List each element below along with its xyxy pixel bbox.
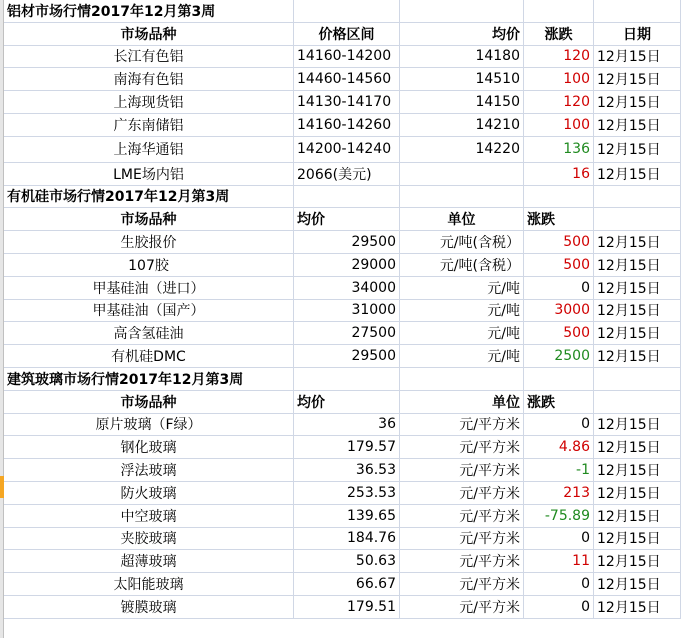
date[interactable]: 12月15日: [594, 300, 681, 323]
product-name[interactable]: 生胶报价: [4, 231, 294, 254]
table-row: [0, 528, 681, 551]
date[interactable]: 12月15日: [594, 277, 681, 300]
unit[interactable]: 元/平方米: [400, 482, 524, 505]
unit[interactable]: 元/平方米: [400, 528, 524, 551]
cell[interactable]: [400, 368, 524, 391]
change-value[interactable]: 11: [524, 550, 594, 573]
unit[interactable]: 元/平方米: [400, 550, 524, 573]
product-name[interactable]: 甲基硅油（进口）: [4, 277, 294, 300]
product-name[interactable]: 中空玻璃: [4, 505, 294, 528]
aluminum-title-row: [0, 0, 681, 23]
avg-price[interactable]: 34000: [294, 277, 400, 300]
date[interactable]: 12月15日: [594, 254, 681, 277]
unit[interactable]: 元/平方米: [400, 459, 524, 482]
table-row: [0, 596, 681, 619]
avg-price[interactable]: 36.53: [294, 459, 400, 482]
avg-price[interactable]: 14210: [400, 114, 524, 137]
cell[interactable]: [524, 368, 594, 391]
change-value[interactable]: 0: [524, 414, 594, 437]
unit[interactable]: 元/平方米: [400, 573, 524, 596]
product-name[interactable]: 长江有色铝: [4, 46, 294, 69]
product-name[interactable]: 广东南储铝: [4, 114, 294, 137]
date[interactable]: 12月15日: [594, 46, 681, 69]
unit[interactable]: 元/平方米: [400, 596, 524, 619]
unit[interactable]: 元/吨: [400, 277, 524, 300]
change-value[interactable]: 0: [524, 573, 594, 596]
avg-price[interactable]: 179.51: [294, 596, 400, 619]
date[interactable]: 12月15日: [594, 231, 681, 254]
product-name[interactable]: 太阳能玻璃: [4, 573, 294, 596]
column-header[interactable]: 市场品种: [4, 23, 294, 46]
change-value[interactable]: 136: [524, 137, 594, 163]
section-title[interactable]: 有机硅市场行情2017年12月第3周: [4, 186, 294, 209]
change-value[interactable]: 120: [524, 91, 594, 114]
avg-price[interactable]: [400, 163, 524, 186]
unit[interactable]: 元/平方米: [400, 414, 524, 437]
cell[interactable]: [400, 0, 524, 23]
unit[interactable]: 元/吨(含税）: [400, 231, 524, 254]
cell[interactable]: [594, 368, 681, 391]
change-value[interactable]: 2500: [524, 345, 594, 368]
product-name[interactable]: 夹胶玻璃: [4, 528, 294, 551]
table-row: [0, 277, 681, 300]
cell[interactable]: [524, 0, 594, 23]
cell[interactable]: [400, 186, 524, 209]
column-header[interactable]: 涨跌: [524, 23, 594, 46]
section-title[interactable]: 铝材市场行情2017年12月第3周: [4, 0, 294, 23]
change-value[interactable]: 16: [524, 163, 594, 186]
table-row: [0, 459, 681, 482]
product-name[interactable]: 上海华通铝: [4, 137, 294, 163]
avg-price[interactable]: 50.63: [294, 550, 400, 573]
change-value[interactable]: 213: [524, 482, 594, 505]
cell[interactable]: [294, 186, 400, 209]
silicone-title-row: [0, 186, 681, 209]
avg-price[interactable]: 14150: [400, 91, 524, 114]
product-name[interactable]: 107胶: [4, 254, 294, 277]
aluminum-header-row: [0, 23, 681, 46]
price-range[interactable]: 14160-14200: [294, 46, 400, 69]
change-value[interactable]: -75.89: [524, 505, 594, 528]
change-value[interactable]: 500: [524, 254, 594, 277]
table-row: [0, 505, 681, 528]
change-value[interactable]: 120: [524, 46, 594, 69]
table-row: [0, 163, 681, 186]
product-name[interactable]: 防火玻璃: [4, 482, 294, 505]
cell[interactable]: [594, 186, 681, 209]
table-row: [0, 137, 681, 163]
avg-price[interactable]: 29500: [294, 231, 400, 254]
column-header[interactable]: 涨跌: [524, 391, 594, 414]
date[interactable]: 12月15日: [594, 596, 681, 619]
column-header[interactable]: 日期: [594, 23, 681, 46]
product-name[interactable]: 浮法玻璃: [4, 459, 294, 482]
product-name[interactable]: 镀膜玻璃: [4, 596, 294, 619]
avg-price[interactable]: 36: [294, 414, 400, 437]
date[interactable]: 12月15日: [594, 163, 681, 186]
column-header[interactable]: 价格区间: [294, 23, 400, 46]
cell[interactable]: [594, 208, 681, 231]
glass-title-row: [0, 368, 681, 391]
price-range[interactable]: 14200-14240: [294, 137, 400, 163]
change-value[interactable]: 0: [524, 277, 594, 300]
change-value[interactable]: 0: [524, 528, 594, 551]
table-row: [0, 231, 681, 254]
column-header[interactable]: 市场品种: [4, 208, 294, 231]
avg-price[interactable]: 29000: [294, 254, 400, 277]
product-name[interactable]: 钢化玻璃: [4, 436, 294, 459]
avg-price[interactable]: 14220: [400, 137, 524, 163]
unit[interactable]: 元/吨: [400, 345, 524, 368]
table-row: [0, 91, 681, 114]
table-row: [0, 114, 681, 137]
product-name[interactable]: 高含氢硅油: [4, 322, 294, 345]
change-value[interactable]: 100: [524, 68, 594, 91]
table-row: [0, 345, 681, 368]
avg-price[interactable]: 66.67: [294, 573, 400, 596]
unit[interactable]: 元/吨: [400, 300, 524, 323]
product-name[interactable]: 上海现货铝: [4, 91, 294, 114]
unit[interactable]: 元/吨(含税）: [400, 254, 524, 277]
date[interactable]: 12月15日: [594, 528, 681, 551]
avg-price[interactable]: 184.76: [294, 528, 400, 551]
date[interactable]: 12月15日: [594, 505, 681, 528]
column-header[interactable]: 单位: [400, 208, 524, 231]
product-name[interactable]: 有机硅DMC: [4, 345, 294, 368]
date[interactable]: 12月15日: [594, 91, 681, 114]
change-value[interactable]: 500: [524, 322, 594, 345]
change-value[interactable]: -1: [524, 459, 594, 482]
column-header[interactable]: 均价: [294, 208, 400, 231]
price-range[interactable]: 2066(美元): [294, 163, 400, 186]
table-row: [0, 482, 681, 505]
product-name[interactable]: 南海有色铝: [4, 68, 294, 91]
change-value[interactable]: 500: [524, 231, 594, 254]
column-header[interactable]: 市场品种: [4, 391, 294, 414]
column-header[interactable]: 单位: [400, 391, 524, 414]
cell[interactable]: [524, 186, 594, 209]
avg-price[interactable]: 179.57: [294, 436, 400, 459]
table-row: [0, 254, 681, 277]
date[interactable]: 12月15日: [594, 322, 681, 345]
date[interactable]: 12月15日: [594, 414, 681, 437]
table-row: [0, 46, 681, 69]
avg-price[interactable]: 139.65: [294, 505, 400, 528]
avg-price[interactable]: 14510: [400, 68, 524, 91]
product-name[interactable]: LME场内铝: [4, 163, 294, 186]
cell[interactable]: [294, 0, 400, 23]
change-value[interactable]: 4.86: [524, 436, 594, 459]
date[interactable]: 12月15日: [594, 137, 681, 163]
price-range[interactable]: 14160-14260: [294, 114, 400, 137]
product-name[interactable]: 原片玻璃（F绿）: [4, 414, 294, 437]
change-value[interactable]: 100: [524, 114, 594, 137]
avg-price[interactable]: 31000: [294, 300, 400, 323]
date[interactable]: 12月15日: [594, 550, 681, 573]
section-title[interactable]: 建筑玻璃市场行情2017年12月第3周: [4, 368, 294, 391]
column-header[interactable]: 均价: [400, 23, 524, 46]
cell[interactable]: [294, 368, 400, 391]
date[interactable]: 12月15日: [594, 436, 681, 459]
avg-price[interactable]: 27500: [294, 322, 400, 345]
table-row: [0, 300, 681, 323]
cell[interactable]: [594, 0, 681, 23]
glass-header-row: [0, 391, 681, 414]
date[interactable]: 12月15日: [594, 573, 681, 596]
table-row: [0, 550, 681, 573]
avg-price[interactable]: 29500: [294, 345, 400, 368]
change-value[interactable]: 0: [524, 596, 594, 619]
cell[interactable]: [594, 391, 681, 414]
table-row: [0, 322, 681, 345]
unit[interactable]: 元/平方米: [400, 436, 524, 459]
product-name[interactable]: 超薄玻璃: [4, 550, 294, 573]
table-row: [0, 573, 681, 596]
unit[interactable]: 元/吨: [400, 322, 524, 345]
date[interactable]: 12月15日: [594, 459, 681, 482]
avg-price[interactable]: 14180: [400, 46, 524, 69]
column-header[interactable]: 均价: [294, 391, 400, 414]
table-row: [0, 436, 681, 459]
price-range[interactable]: 14460-14560: [294, 68, 400, 91]
product-name[interactable]: 甲基硅油（国产）: [4, 300, 294, 323]
date[interactable]: 12月15日: [594, 114, 681, 137]
table-row: [0, 414, 681, 437]
unit[interactable]: 元/平方米: [400, 505, 524, 528]
date[interactable]: 12月15日: [594, 345, 681, 368]
column-header[interactable]: 涨跌: [524, 208, 594, 231]
silicone-header-row: [0, 208, 681, 231]
table-row: [0, 68, 681, 91]
date[interactable]: 12月15日: [594, 482, 681, 505]
date[interactable]: 12月15日: [594, 68, 681, 91]
price-range[interactable]: 14130-14170: [294, 91, 400, 114]
avg-price[interactable]: 253.53: [294, 482, 400, 505]
change-value[interactable]: 3000: [524, 300, 594, 323]
